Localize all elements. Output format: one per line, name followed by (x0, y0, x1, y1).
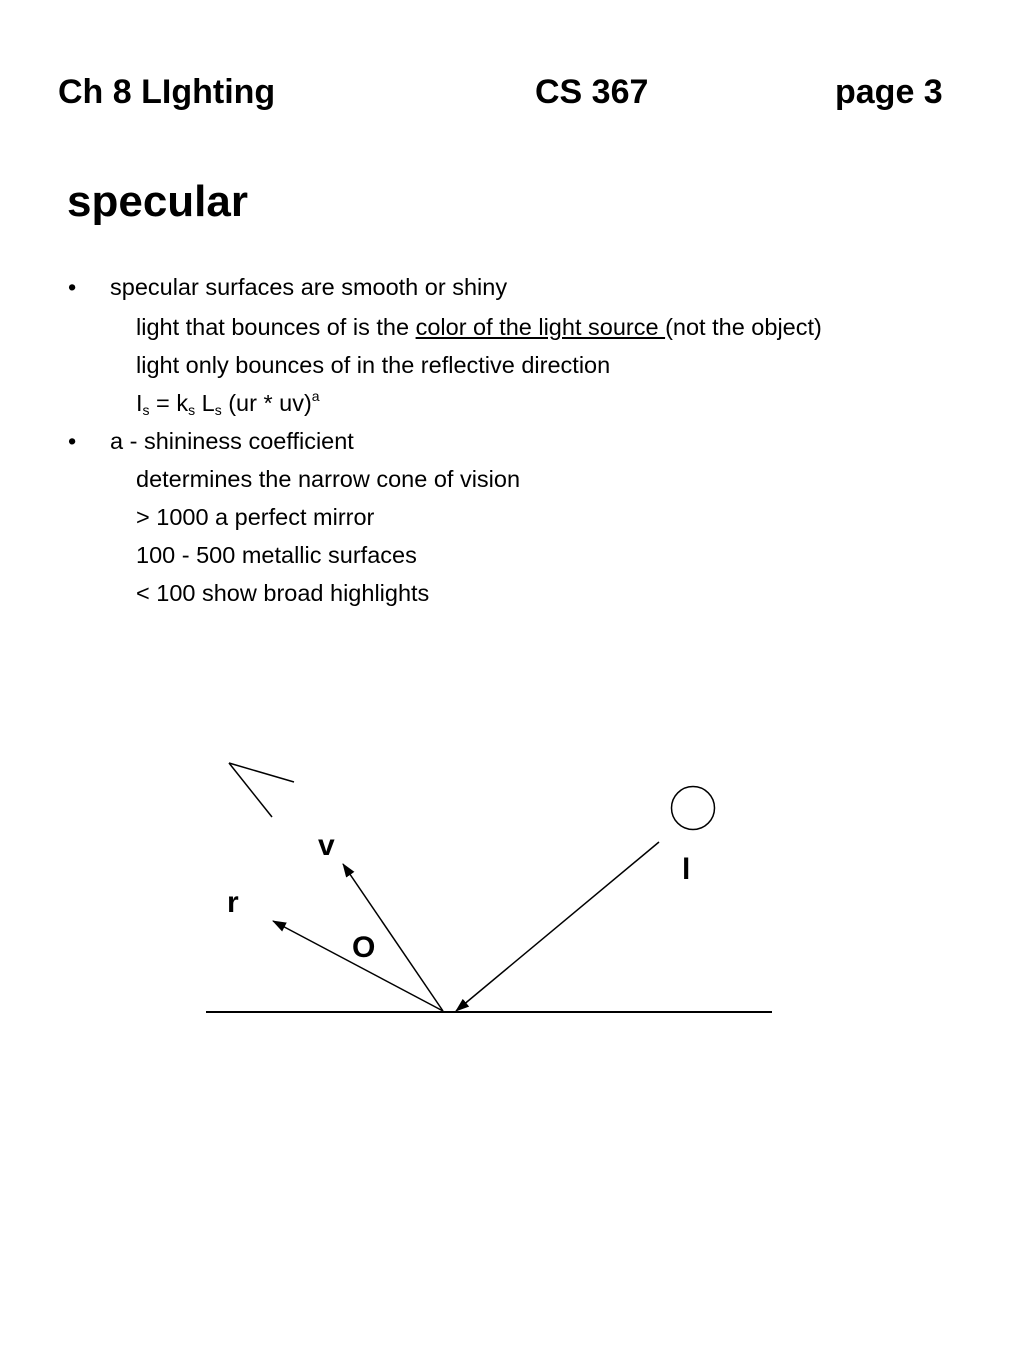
label-l: l (682, 853, 691, 886)
underlined-phrase: color of the light source (415, 314, 666, 340)
formula-subscript: s (214, 402, 222, 418)
bullet-marker: • (68, 428, 77, 454)
sub-item: > 1000 a perfect mirror (136, 504, 375, 530)
formula-part: L (195, 390, 215, 416)
label-r: r (227, 886, 239, 919)
sub-item: < 100 show broad highlights (136, 580, 430, 606)
bullet-text: specular surfaces are smooth or shiny (110, 274, 508, 300)
sub-item: determines the narrow cone of vision (136, 466, 521, 492)
header-course: CS 367 (535, 73, 649, 111)
formula-subscript: s (188, 402, 196, 418)
formula-part: = k (149, 390, 189, 416)
formula-subscript: s (142, 402, 150, 418)
header-page-number: page 3 (835, 73, 943, 111)
bullet-text: a - shininess coefficient (110, 428, 354, 454)
bullet-marker: • (68, 274, 77, 300)
formula-part: (ur * uv) (221, 390, 312, 416)
formula-part: I (136, 390, 143, 416)
sub-item: light only bounces of in the reflective direction (136, 352, 611, 378)
bullet-item (0, 426, 1024, 456)
bullet-item (0, 272, 1024, 302)
reflection-diagram (0, 740, 1024, 1040)
sub-item-text: light that bounces of is the (136, 314, 416, 340)
label-angle: O (352, 931, 376, 964)
formula-exponent: a (311, 388, 320, 404)
sub-item (136, 312, 822, 342)
header-chapter: Ch 8 LIghting (58, 73, 276, 111)
sub-item-text-end: (not the object) (665, 314, 822, 340)
specular-formula (136, 388, 320, 418)
light-source-icon (672, 787, 715, 830)
light-vector-arrow (456, 842, 659, 1011)
eye-icon (229, 763, 294, 817)
label-v: v (318, 829, 335, 862)
sub-item: 100 - 500 metallic surfaces (136, 542, 417, 568)
slide-title: specular (67, 177, 248, 226)
